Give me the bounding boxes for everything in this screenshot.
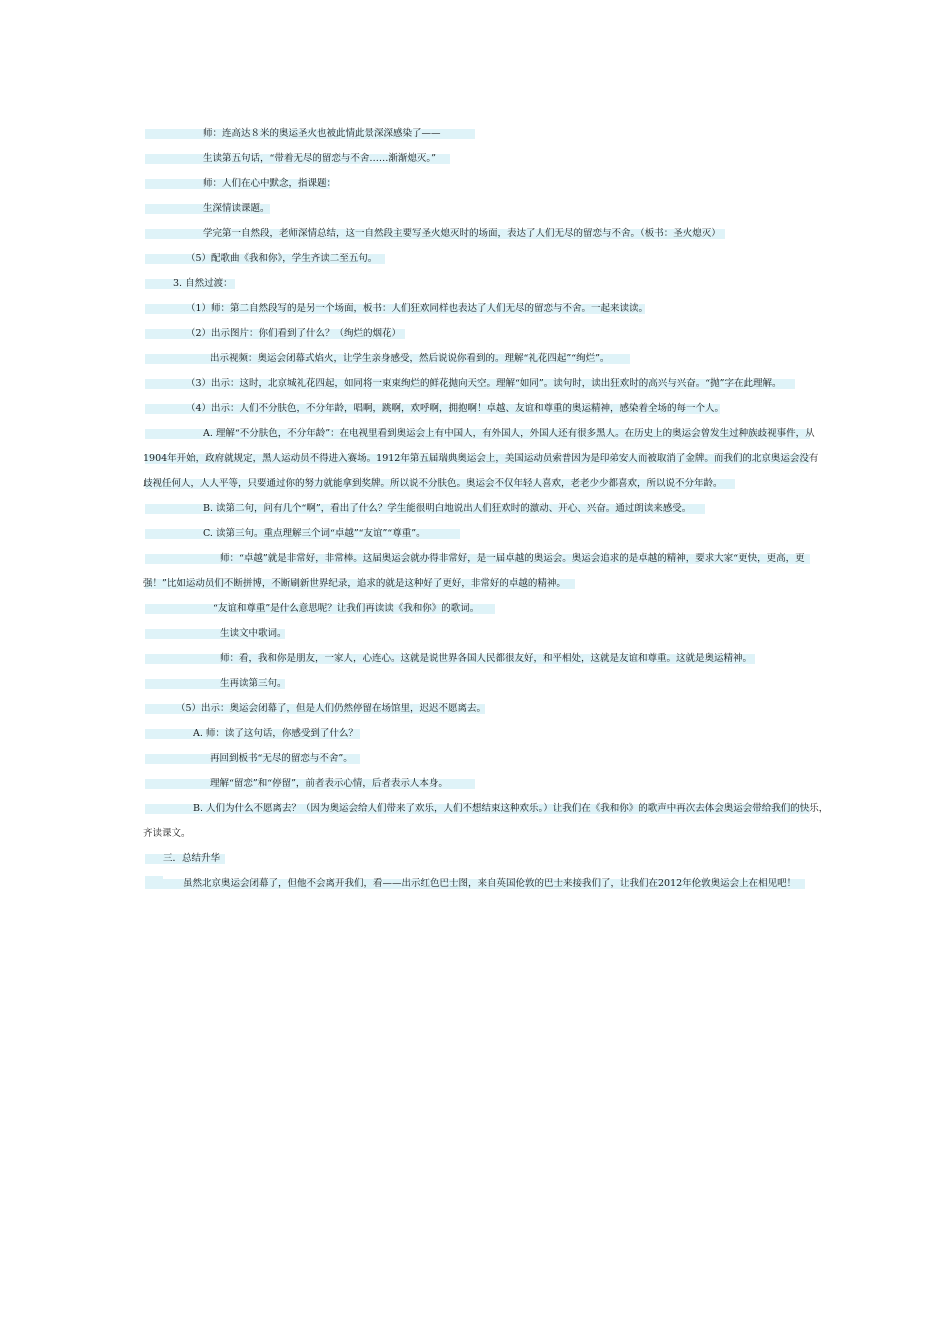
line-text: “友谊和尊重”是什么意思呢？让我们再读读《我和你》的歌词。 (213, 603, 480, 614)
line-text: 出示视频：奥运会闭幕式焰火，让学生亲身感受，然后说说你看到的。理解“礼花四起”“绚烂”。 (210, 353, 610, 364)
line-text: 生深情读课题。 (203, 203, 270, 214)
line-text: （1）师：第二自然段写的是另一个场面，板书：人们狂欢同样也表达了人们无尽的留恋与不舍。一起来读读。 (186, 303, 649, 314)
line-text: 生读第五句话，“带着无尽的留恋与不舍……渐渐熄灭。” (203, 153, 436, 164)
line-text: 学完第一自然段，老师深情总结，这一自然段主要写圣火熄灭时的场面，表达了人们无尽的留恋与不舍。（板书：圣火熄灭） (203, 228, 721, 239)
line-text: （2）出示图片：你们看到了什么？（绚烂的烟花） (186, 328, 402, 339)
line-text: 1904年开始，政府就规定，黑人运动员不得进入赛场。1912年第五届瑞典奥运会上，美国运动员索普因为是印弟安人而被取消了金牌。而我们的北京奥运会没有 (143, 453, 819, 464)
line-text: 强！”比如运动员们不断拼博，不断刷新世界纪录，追求的就是这种好了更好，非常好的卓越的精神。 (143, 578, 566, 589)
line-text: （5）出示：奥运会闭幕了，但是人们仍然停留在场馆里，迟迟不愿离去。 (176, 703, 487, 714)
line-text: 师：看，我和你是朋友，一家人，心连心。这就是说世界各国人民都很友好，和平相处，这就是友谊和尊重。这就是奥运精神。 (220, 653, 753, 664)
line-text: （4）出示：人们不分肤色，不分年龄，唱啊，跳啊，欢呼啊，拥抱啊！卓越、友谊和尊重的奥运精神，感染着全场的每一个人。 (186, 403, 725, 414)
line-text: C. 读第三句。重点理解三个词“卓越”“友谊”“尊重”。 (203, 528, 426, 539)
line-text: 师：人们在心中默念，指课题： (203, 178, 337, 189)
line-text: 师：“卓越”就是非常好，非常棒。这届奥运会就办得非常好，是一届卓越的奥运会。奥运会追求的是卓越的精神，要求大家“更快，更高，更 (220, 553, 805, 564)
line-text: 歧视任何人，人人平等，只要通过你的努力就能拿到奖牌。所以说不分肤色。奥运会不仅年轻人喜欢，老老少少都喜欢，所以说不分年龄。 (143, 478, 723, 489)
line-text: 3. 自然过渡： (173, 278, 233, 289)
line-text: 生再读第三句。 (220, 678, 287, 689)
line-text: B. 人们为什么不愿离去？（因为奥运会给人们带来了欢乐，人们不想结束这种欢乐。）让我们在《我和你》的歌声中再次去体会奥运会带给我们的快乐， (193, 803, 829, 814)
line-text: A. 师：读了这句话，你感受到了什么？ (193, 728, 358, 739)
line-text: 齐读课文。 (143, 828, 191, 839)
line-text: 再回到板书“无尽的留恋与不舍”。 (210, 753, 353, 764)
line-text: 虽然北京奥运会闭幕了，但他不会离开我们，看——出示红色巴士图，来自英国伦敦的巴士来接我们了，让我们在2012年伦敦奥运会上在相见吧！ (183, 878, 797, 889)
line-text: 师：连高达８米的奥运圣火也被此情此景深深感染了—— (203, 128, 441, 139)
line-highlight (145, 876, 163, 886)
line-text: A. 理解“不分肤色，不分年龄”：在电视里看到奥运会上有中国人，有外国人，外国人还有很多黑人。在历史上的奥运会曾发生过种族歧视事件，从 (203, 428, 815, 439)
line-text: 生读文中歌词。 (220, 628, 287, 639)
line-text: （5）配歌曲《我和你》，学生齐读二至五句。 (186, 253, 378, 264)
line-text: B. 读第二句，问有几个“啊”，看出了什么？学生能很明白地说出人们狂欢时的激动、开心、兴奋。通过朗读来感受。 (203, 503, 692, 514)
line-text: （3）出示：这时，北京城礼花四起，如同将一束束绚烂的鲜花抛向天空。理解“如同”。读句时，读出狂欢时的高兴与兴奋。“抛”字在此理解。 (186, 378, 782, 389)
line-text: 三．总结升华 (163, 853, 221, 864)
line-text: 理解“留恋”和“停留”，前者表示心情，后者表示人本身。 (210, 778, 448, 789)
